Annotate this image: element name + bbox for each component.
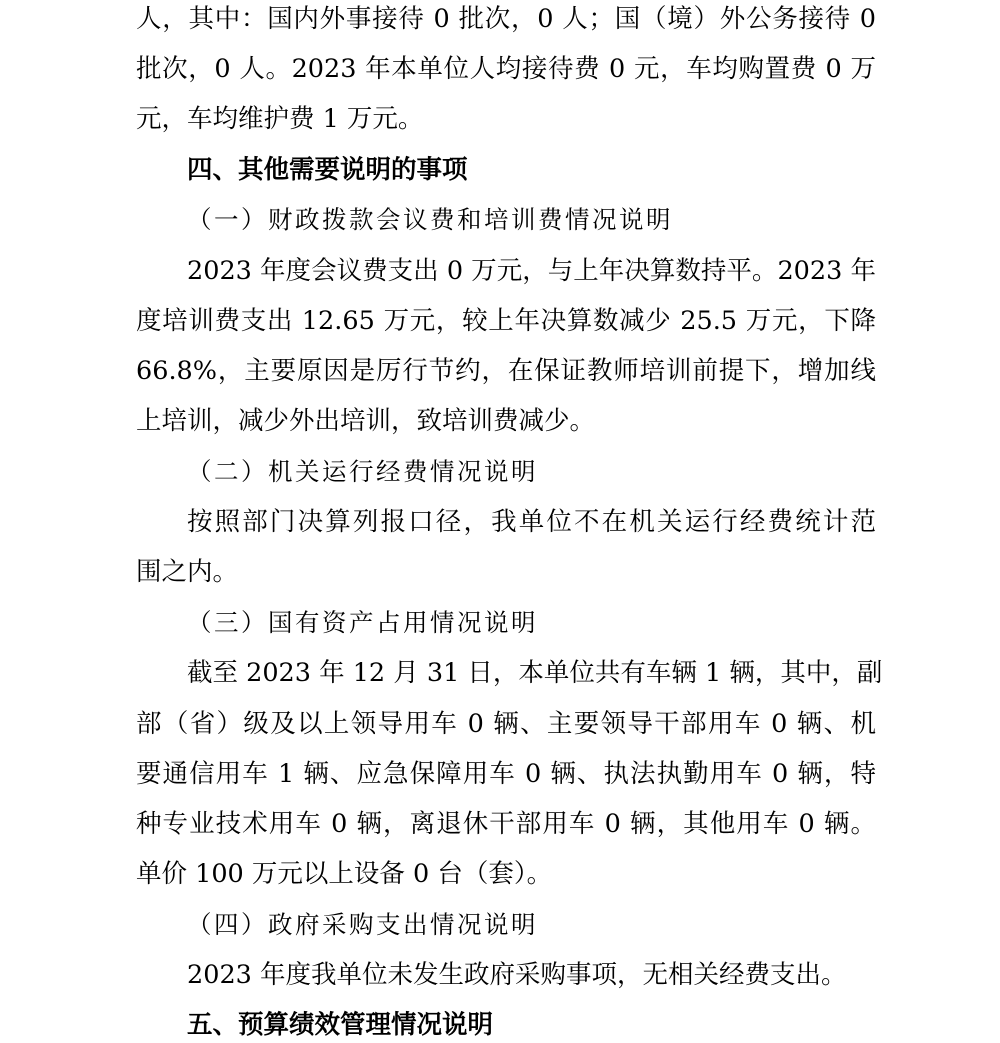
sub2-heading: （二）机关运行经费情况说明 [187,457,538,486]
sub4-heading: （四）政府采购支出情况说明 [187,910,538,939]
sub3-line-4: 种专业技术用车 0 辆，离退休干部用车 0 辆，其他用车 0 辆。 [136,809,876,839]
sub1-heading: （一）财政拨款会议费和培训费情况说明 [187,205,673,234]
reception-line-1: 人，其中：国内外事接待 0 批次，0 人；国（境）外公务接待 0 [136,4,876,34]
reception-line-3: 元，车均维护费 1 万元。 [136,104,424,134]
sub4-line-1: 2023 年度我单位未发生政府采购事项，无相关经费支出。 [187,960,847,990]
sub3-line-1: 截至 2023 年 12 月 31 日，本单位共有车辆 1 辆，其中，副 [187,658,883,688]
reception-line-2: 批次，0 人。2023 年本单位人均接待费 0 元，车均购置费 0 万 [136,54,876,84]
sub3-line-3: 要通信用车 1 辆、应急保障用车 0 辆、执法执勤用车 0 辆，特 [136,759,876,789]
sub3-heading: （三）国有资产占用情况说明 [187,608,538,637]
sub2-line-2: 围之内。 [136,557,239,587]
sub1-line-1: 2023 年度会议费支出 0 万元，与上年决算数持平。2023 年 [187,256,876,286]
sub1-line-3: 66.8%，主要原因是厉行节约，在保证教师培训前提下，增加线 [136,356,876,386]
sub1-line-4: 上培训，减少外出培训，致培训费减少。 [136,406,596,436]
sub3-line-5: 单价 100 万元以上设备 0 台（套）。 [136,859,553,889]
sub2-line-1: 按照部门决算列报口径，我单位不在机关运行经费统计范 [187,507,876,537]
sub1-line-2: 度培训费支出 12.65 万元，较上年决算数减少 25.5 万元，下降 [136,306,876,336]
sub3-line-2: 部（省）级及以上领导用车 0 辆、主要领导干部用车 0 辆、机 [136,709,876,739]
section5-heading: 五、预算绩效管理情况说明 [187,1010,494,1040]
section4-heading: 四、其他需要说明的事项 [187,155,468,185]
